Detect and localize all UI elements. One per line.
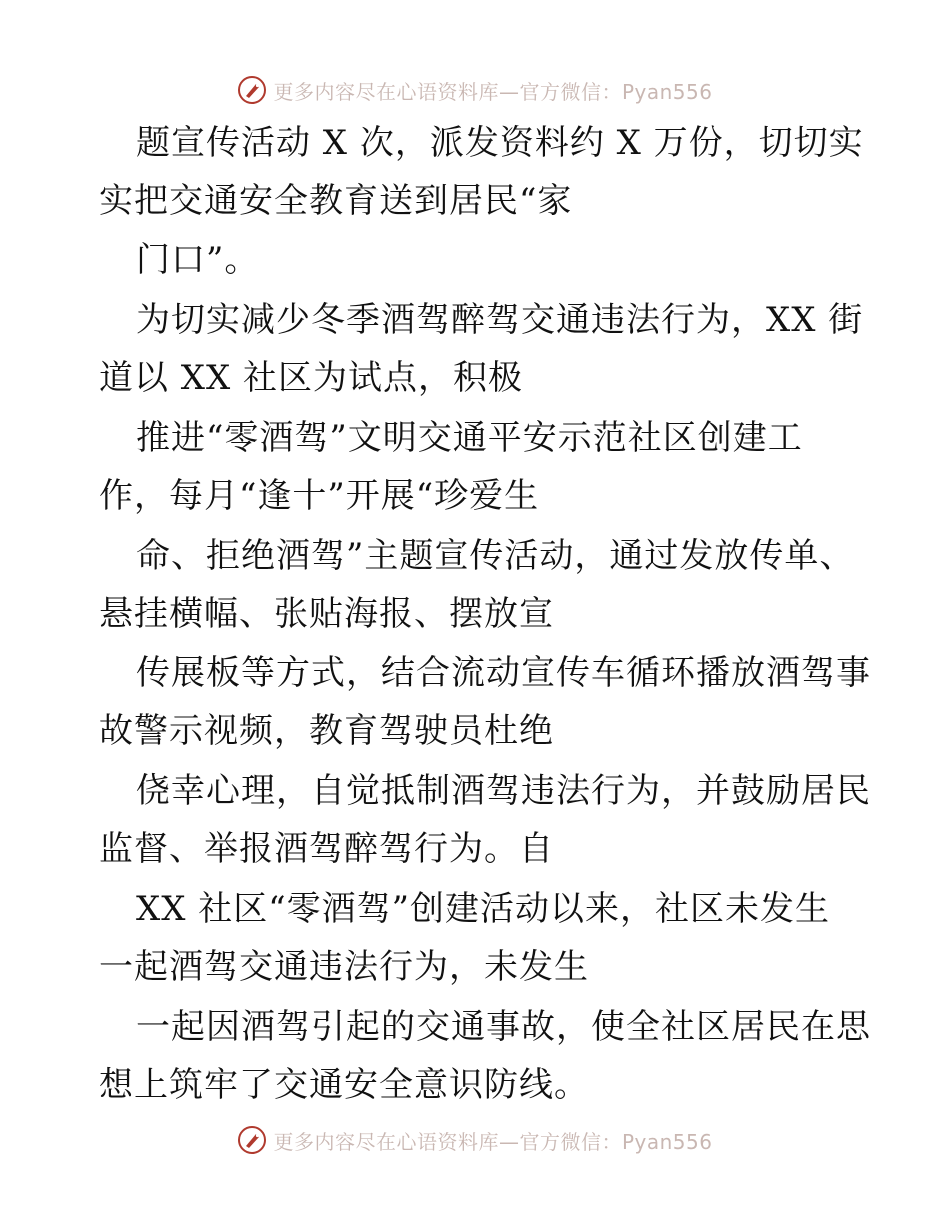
- footer-watermark-text: 更多内容尽在心语资料库—官方微信：Pyan556: [273, 1129, 713, 1154]
- text-line: 传展板等方式，结合流动宣传车循环播放酒驾事: [136, 653, 871, 693]
- text-line: 题宣传活动 X 次，派发资料约 X 万份，切切实: [136, 123, 864, 163]
- text-line: 道以 XX 社区为试点，积极: [99, 358, 524, 398]
- pen-nib-logo-icon: [237, 1125, 267, 1155]
- text-line: 悬挂横幅、张贴海报、摆放宣: [99, 594, 554, 634]
- text-line: 侥幸心理，自觉抵制酒驾违法行为，并鼓励居民: [136, 771, 871, 811]
- text-line: 门口”。: [136, 240, 260, 280]
- text-line: 命、拒绝酒驾”主题宣传活动，通过发放传单、: [136, 536, 855, 576]
- text-line: XX 社区“零酒驾”创建活动以来，社区未发生: [136, 889, 830, 929]
- text-line: 监督、举报酒驾醉驾行为。自: [99, 829, 554, 869]
- text-line: 一起酒驾交通违法行为，未发生: [99, 947, 589, 987]
- header-watermark: [0, 70, 950, 110]
- text-line: 推进“零酒驾”文明交通平安示范社区创建工: [136, 418, 803, 458]
- text-line: 实把交通安全教育送到居民“家: [99, 181, 573, 221]
- text-line: 想上筑牢了交通安全意识防线。: [99, 1065, 589, 1105]
- pen-nib-logo-icon: [237, 75, 267, 105]
- text-line: 一起因酒驾引起的交通事故，使全社区居民在思: [136, 1007, 871, 1047]
- header-watermark-text: 更多内容尽在心语资料库—官方微信：Pyan556: [273, 79, 713, 104]
- text-line: 为切实减少冬季酒驾醉驾交通违法行为，XX 街: [136, 300, 864, 340]
- text-line: 作，每月“逢十”开展“珍爱生: [99, 476, 540, 516]
- footer-watermark: [0, 1120, 950, 1160]
- text-line: 故警示视频，教育驾驶员杜绝: [99, 711, 554, 751]
